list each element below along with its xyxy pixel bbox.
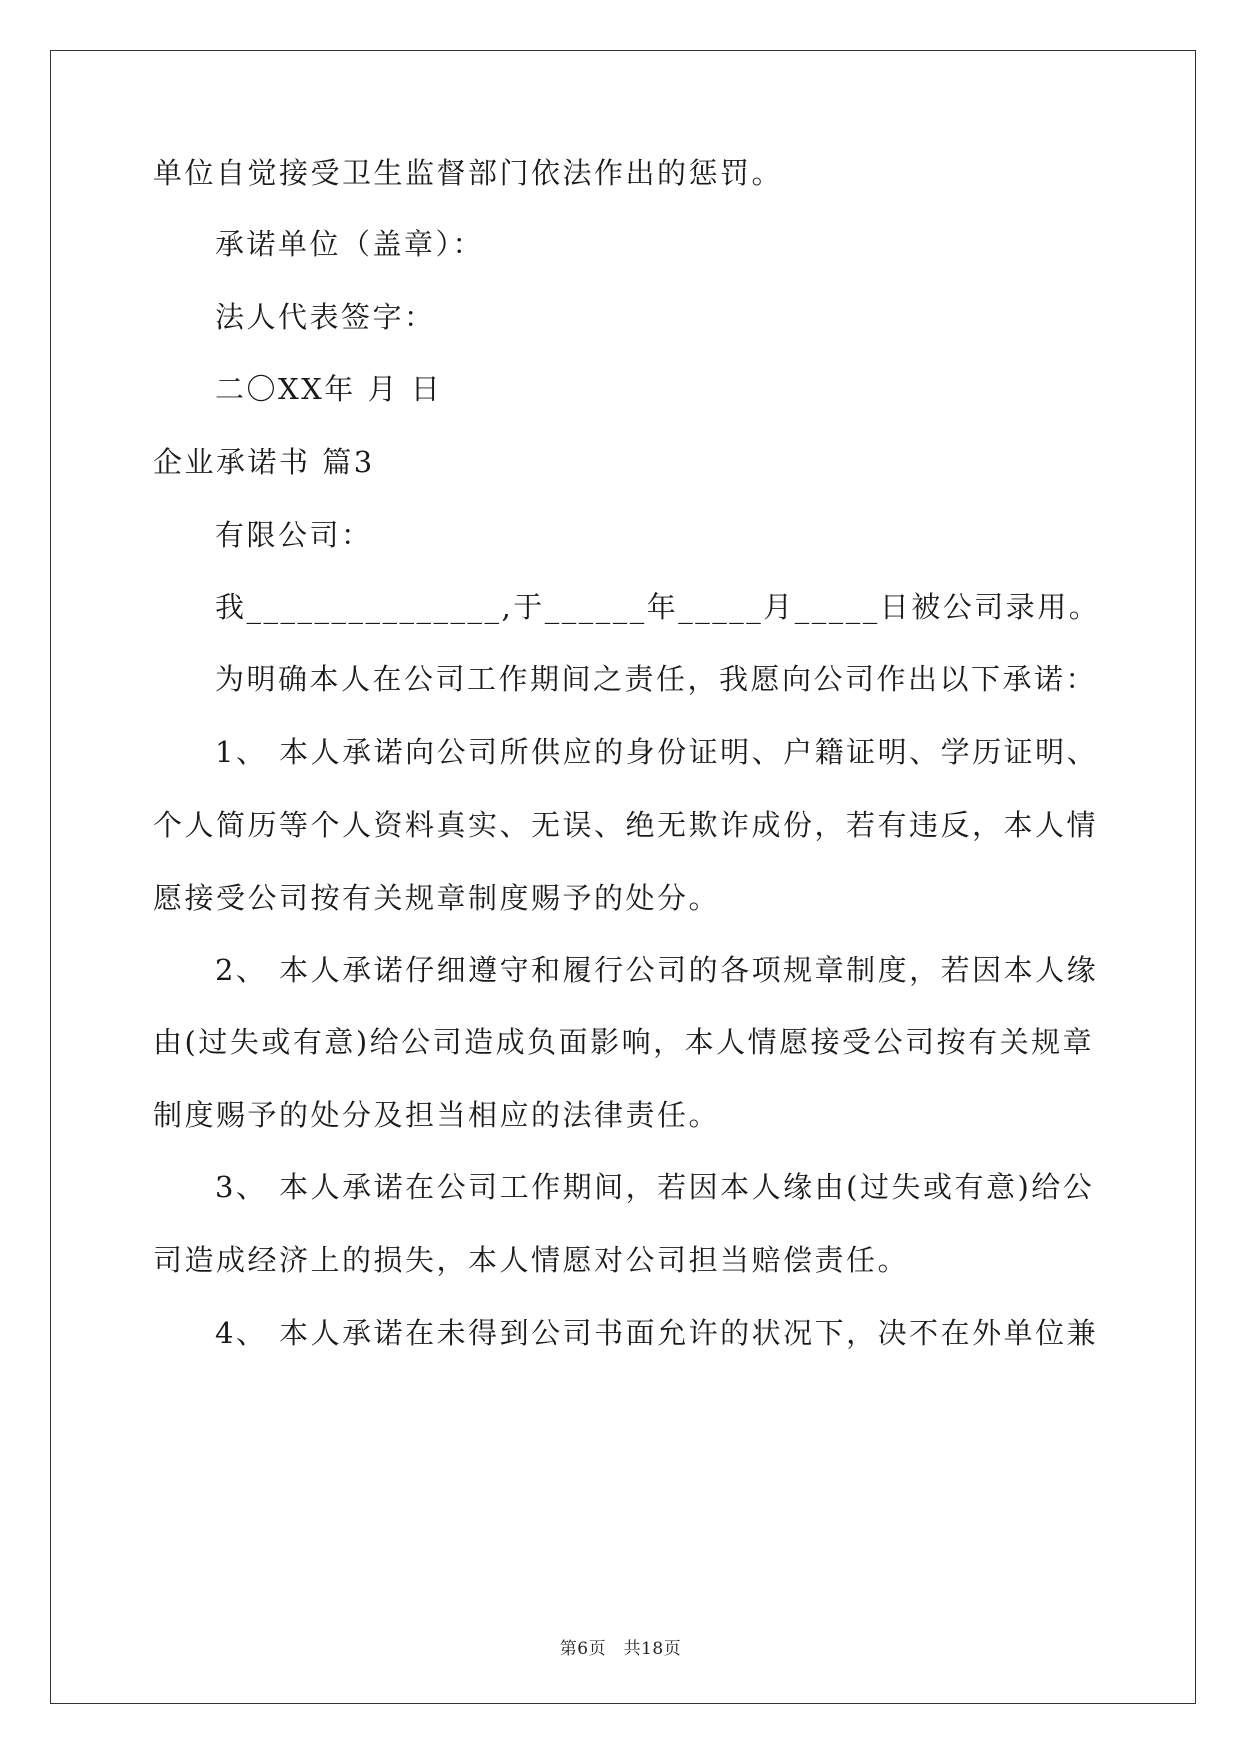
body-line: 单位自觉接受卫生监督部门依法作出的惩罚。 — [153, 156, 784, 190]
signature-legal-rep-line: 法人代表签字： — [215, 300, 436, 334]
signature-date-line: 二〇XX年 月 日 — [215, 372, 443, 406]
clause-2-line-2: 由(过失或有意)给公司造成负面影响，本人情愿接受公司按有关规章 — [153, 1025, 1095, 1059]
intro-line: 为明确本人在公司工作期间之责任，我愿向公司作出以下承诺： — [215, 662, 1098, 696]
clause-3-line-2: 司造成经济上的损失，本人情愿对公司担当赔偿责任。 — [153, 1243, 910, 1277]
clause-1-line-2: 个人简历等个人资料真实、无误、绝无欺诈成份，若有违反，本人情 — [153, 808, 1099, 842]
clause-1-line-1: 1、 本人承诺向公司所供应的身份证明、户籍证明、学历证明、 — [215, 735, 1099, 769]
page-number: 第6页 共18页 — [559, 1639, 682, 1659]
hire-info-line: 我_______________,于______年_____月_____日被公司录用。 — [215, 590, 1101, 624]
section-heading: 企业承诺书 篇3 — [153, 445, 375, 479]
salutation-line: 有限公司： — [215, 518, 373, 552]
clause-4-line-1: 4、 本人承诺在未得到公司书面允许的状况下，决不在外单位兼 — [215, 1316, 1099, 1350]
signature-unit-line: 承诺单位（盖章）： — [215, 227, 485, 261]
clause-2-line-3: 制度赐予的处分及担当相应的法律责任。 — [153, 1098, 721, 1132]
clause-2-line-1: 2、 本人承诺仔细遵守和履行公司的各项规章制度，若因本人缘 — [215, 953, 1099, 987]
clause-3-line-1: 3、 本人承诺在公司工作期间，若因本人缘由(过失或有意)给公 — [215, 1170, 1095, 1204]
clause-1-line-3: 愿接受公司按有关规章制度赐予的处分。 — [153, 881, 721, 915]
